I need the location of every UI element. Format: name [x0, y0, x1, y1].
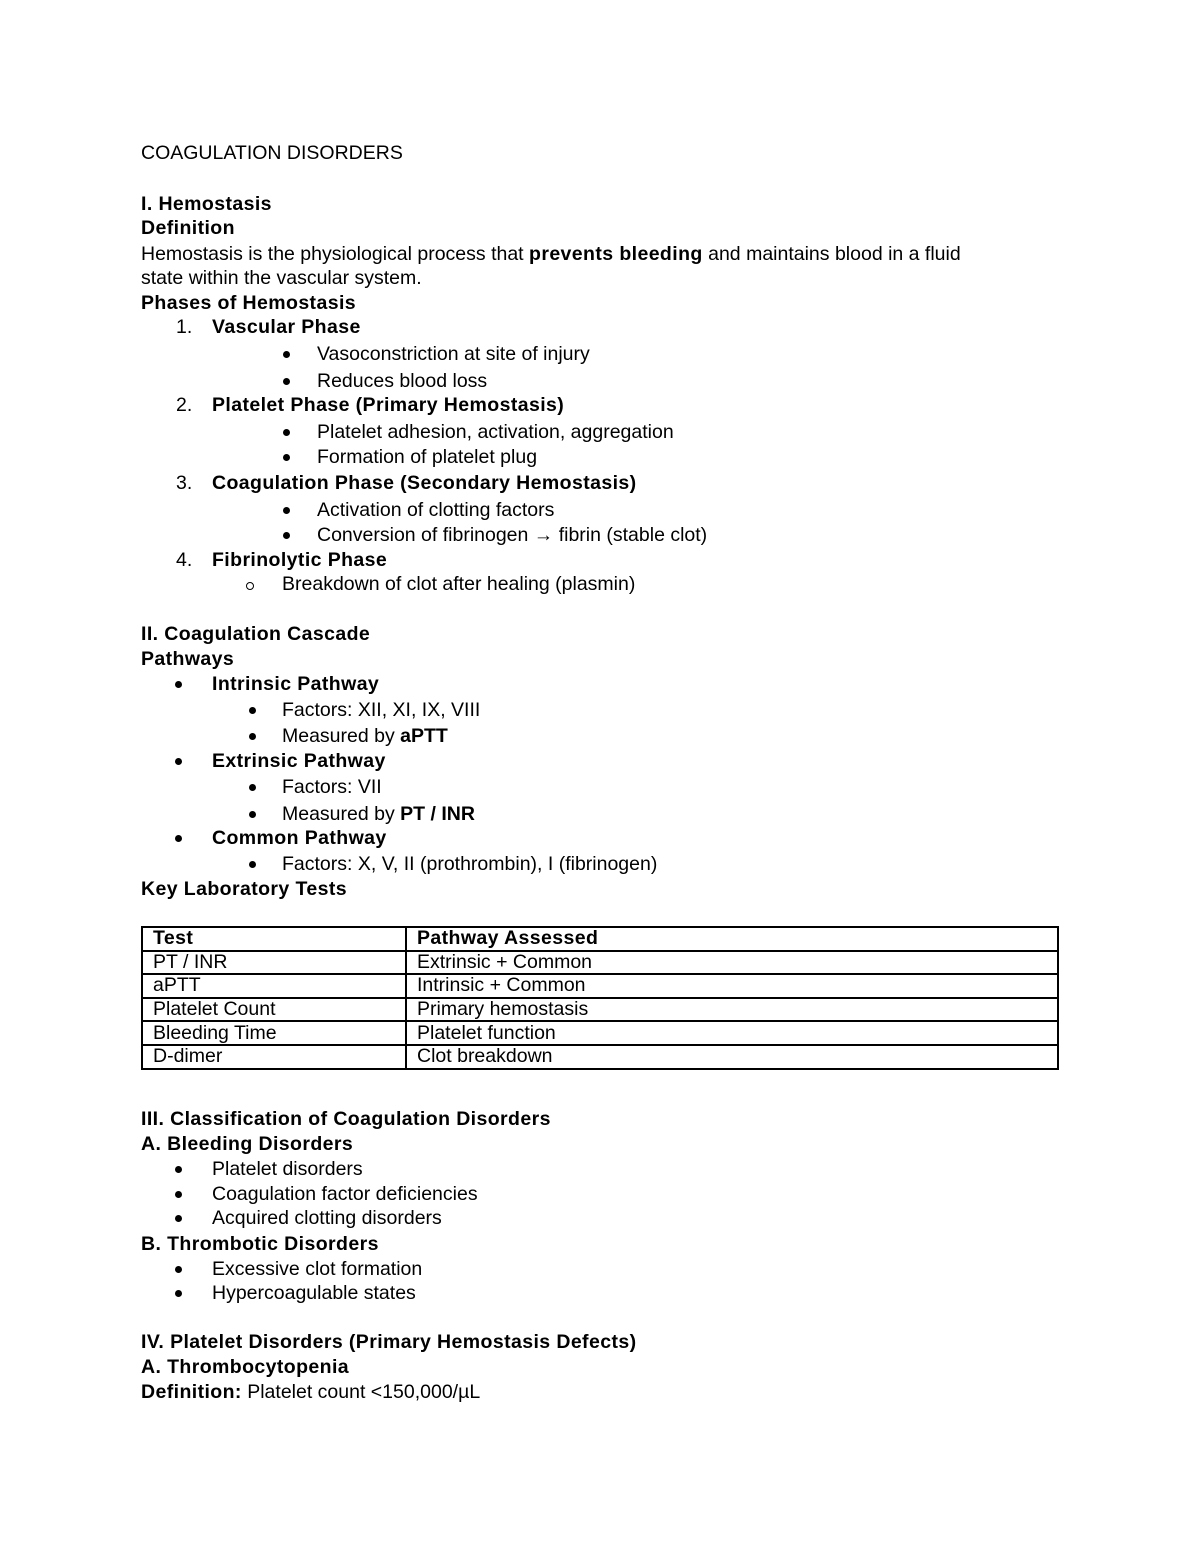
measured-label: Measured by — [282, 725, 401, 747]
pathway-title: Extrinsic Pathway — [212, 750, 386, 772]
table-row — [142, 951, 1058, 975]
document-title: COAGULATION DISORDERS — [141, 142, 403, 164]
bullet-icon — [249, 784, 256, 791]
list-item: Activation of clotting factors — [317, 499, 555, 521]
bullet-icon — [249, 811, 256, 818]
table-header-row — [142, 927, 1058, 951]
definition-text: Hemostasis is the physiological process that — [141, 243, 530, 265]
table-cell: Platelet Count — [142, 998, 406, 1022]
phase-number: 3. — [176, 472, 193, 494]
definition-label: Definition: — [141, 1381, 242, 1403]
definition-text-end: and maintains blood in a fluid — [702, 243, 961, 265]
list-item: Factors: X, V, II (prothrombin), I (fibrinogen) — [282, 853, 658, 875]
list-item — [282, 802, 475, 827]
list-item: Vasoconstriction at site of injury — [317, 343, 590, 365]
list-item — [282, 724, 448, 749]
bullet-icon — [175, 681, 182, 688]
phase-title: Platelet Phase (Primary Hemostasis) — [212, 394, 565, 416]
table-cell: Platelet function — [406, 1021, 1058, 1045]
list-item: Factors: XII, XI, IX, VIII — [282, 699, 481, 721]
bullet-icon — [175, 758, 182, 765]
list-item: Acquired clotting disorders — [212, 1207, 442, 1229]
definition-value: Platelet count <150,000/µL — [241, 1381, 481, 1403]
phase-number: 2. — [176, 394, 193, 416]
table-row — [142, 974, 1058, 998]
phases-heading: Phases of Hemostasis — [141, 292, 357, 314]
table-row — [142, 1021, 1058, 1045]
phase-number: 4. — [176, 549, 193, 571]
table-cell: Bleeding Time — [142, 1021, 406, 1045]
table-cell: Primary hemostasis — [406, 998, 1058, 1022]
list-item: Coagulation factor deficiencies — [212, 1183, 478, 1205]
bullet-icon — [249, 861, 256, 868]
table-row — [142, 998, 1058, 1022]
list-item: Platelet disorders — [212, 1158, 363, 1180]
definition-line-2: state within the vascular system. — [141, 267, 422, 289]
list-item: Hypercoagulable states — [212, 1282, 416, 1304]
definition-line-1 — [141, 242, 961, 267]
list-item: Breakdown of clot after healing (plasmin) — [282, 573, 636, 595]
section-4-heading: IV. Platelet Disorders (Primary Hemostasis Defects) — [141, 1331, 637, 1353]
table-cell: Extrinsic + Common — [406, 951, 1058, 975]
bullet-icon — [283, 351, 290, 358]
bullet-icon — [175, 1191, 182, 1198]
table-row — [142, 1045, 1058, 1069]
bullet-icon — [175, 835, 182, 842]
bullet-icon — [175, 1215, 182, 1222]
definition-emphasis: prevents bleeding — [529, 243, 703, 265]
measured-test: PT / INR — [400, 803, 475, 825]
pathway-title: Common Pathway — [212, 827, 387, 849]
pathway-title: Intrinsic Pathway — [212, 673, 380, 695]
phase-title: Coagulation Phase (Secondary Hemostasis) — [212, 472, 637, 494]
section-1-heading: I. Hemostasis — [141, 193, 272, 215]
measured-label: Measured by — [282, 803, 401, 825]
lab-tests-table — [141, 926, 1059, 1070]
circle-bullet-icon — [246, 582, 254, 590]
list-item: Conversion of fibrinogen → fibrin (stable clot) — [317, 524, 708, 546]
definition-heading: Definition — [141, 217, 235, 239]
bullet-icon — [283, 429, 290, 436]
bleeding-disorders-heading: A. Bleeding Disorders — [141, 1133, 354, 1155]
bullet-icon — [249, 707, 256, 714]
phase-title: Fibrinolytic Phase — [212, 549, 388, 571]
table-header-cell: Test — [142, 927, 406, 951]
bullet-icon — [175, 1266, 182, 1273]
bullet-icon — [175, 1166, 182, 1173]
table-cell: Intrinsic + Common — [406, 974, 1058, 998]
table-cell: PT / INR — [142, 951, 406, 975]
list-item: Platelet adhesion, activation, aggregation — [317, 421, 674, 443]
bullet-icon — [249, 733, 256, 740]
measured-test: aPTT — [400, 725, 448, 747]
bullet-icon — [283, 378, 290, 385]
list-item: Formation of platelet plug — [317, 446, 538, 468]
table-cell: aPTT — [142, 974, 406, 998]
list-item: Excessive clot formation — [212, 1258, 423, 1280]
thrombocytopenia-heading: A. Thrombocytopenia — [141, 1356, 350, 1378]
table-cell: Clot breakdown — [406, 1045, 1058, 1069]
thrombotic-disorders-heading: B. Thrombotic Disorders — [141, 1233, 379, 1255]
bullet-icon — [283, 532, 290, 539]
bullet-icon — [175, 1290, 182, 1297]
bullet-icon — [283, 507, 290, 514]
list-item: Reduces blood loss — [317, 370, 488, 392]
list-item: Factors: VII — [282, 776, 382, 798]
phase-title: Vascular Phase — [212, 316, 361, 338]
section-3-heading: III. Classification of Coagulation Disorders — [141, 1108, 551, 1130]
pathways-heading: Pathways — [141, 648, 235, 670]
phase-number: 1. — [176, 316, 193, 338]
lab-tests-heading: Key Laboratory Tests — [141, 878, 347, 900]
table-header-cell: Pathway Assessed — [406, 927, 1058, 951]
thrombocytopenia-definition — [141, 1380, 480, 1405]
bullet-icon — [283, 454, 290, 461]
section-2-heading: II. Coagulation Cascade — [141, 623, 371, 645]
table-cell: D-dimer — [142, 1045, 406, 1069]
